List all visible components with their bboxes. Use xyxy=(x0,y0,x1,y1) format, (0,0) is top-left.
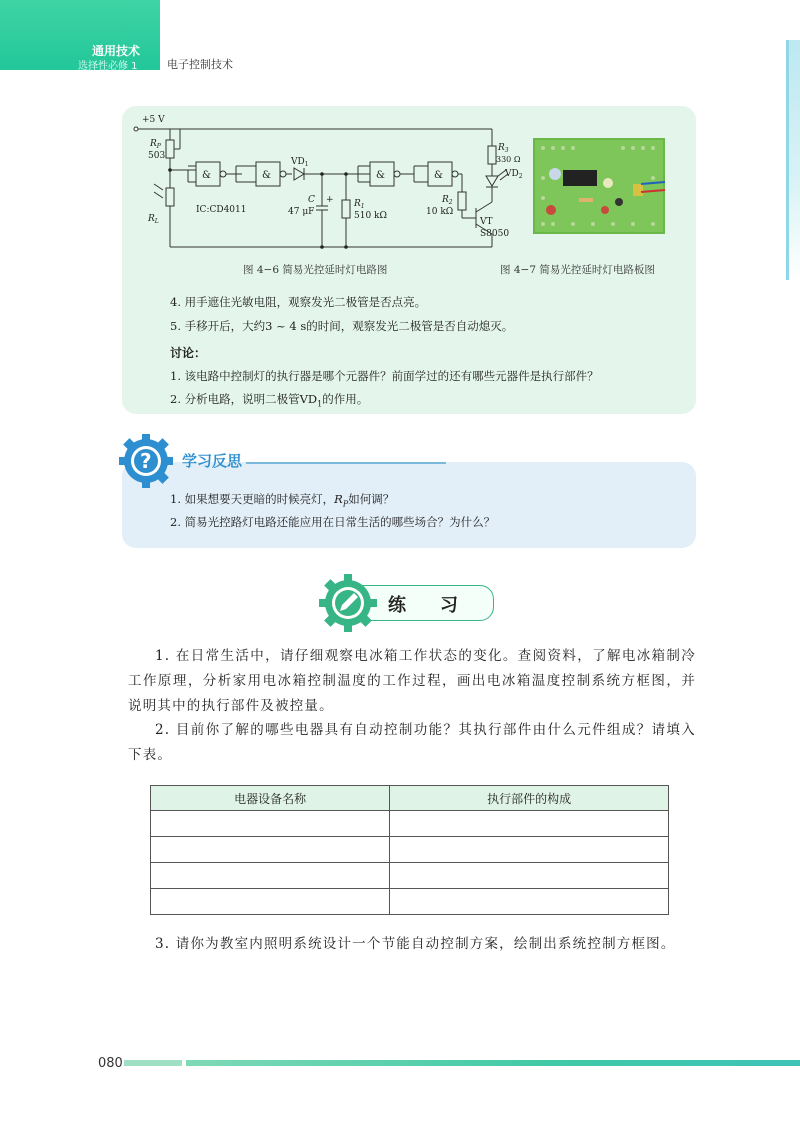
discussion-q2: 2. 分析电路，说明二极管$VD_1$的作用。 xyxy=(170,392,369,409)
reflection-q2: 2. 简易光控路灯电路还能应用在日常生活的哪些场合？为什么？ xyxy=(170,515,496,529)
table-cell[interactable] xyxy=(151,889,390,915)
r3-label: $R_3$ xyxy=(498,143,509,154)
gate3-symbol: & xyxy=(376,170,385,181)
figure-4-6-caption: 图 4−6 简易光控延时灯电路图 xyxy=(243,264,388,276)
table-cell[interactable] xyxy=(390,837,669,863)
r1-label: $R_1$ xyxy=(354,199,365,210)
vt-label: VT xyxy=(480,217,493,227)
exercise-3: 3. 请你为教室内照明系统设计一个节能自动控制方案，绘制出系统控制方框图。 xyxy=(155,936,676,952)
r2-value: 10 kΩ xyxy=(426,207,454,217)
discussion-title: 讨论： xyxy=(170,346,207,360)
page-number: 080 xyxy=(98,1056,123,1071)
table-header-appliance: 电器设备名称 xyxy=(151,786,390,811)
chapter-title: 电子控制技术 xyxy=(167,58,233,71)
pencil-gear-icon xyxy=(318,573,378,633)
r2-label: $R_2$ xyxy=(442,195,453,206)
practice-title: 练习 xyxy=(388,595,492,616)
table-row xyxy=(151,811,669,837)
discussion-q1: 1. 该电路中控制灯的执行器是哪个元器件？前面学过的还有哪些元器件是执行部件？ xyxy=(170,369,599,383)
gate1-symbol: & xyxy=(202,170,211,181)
exercise-1: 1. 在日常生活中，请仔细观察电冰箱工作状态的变化。查阅资料，了解电冰箱制冷工作原理，分析家用电冰箱控制温度的工作过程，画出电冰箱温度控制系统方框图，并说明其中的执行部件及被控量。 xyxy=(128,648,696,714)
exercise-2: 2. 目前你了解的哪些电器具有自动控制功能？其执行部件由什么元件组成？请填入下表。 xyxy=(128,722,696,763)
table-row xyxy=(151,863,669,889)
table-cell[interactable] xyxy=(390,863,669,889)
rl-label: $R_L$ xyxy=(148,214,159,225)
c-value: 47 μF xyxy=(288,207,315,217)
table-cell[interactable] xyxy=(390,889,669,915)
c-label: C xyxy=(308,195,315,205)
rp-label: $R_P$ xyxy=(150,139,161,150)
vt-value: S8050 xyxy=(480,229,510,239)
appliance-table xyxy=(150,785,669,915)
svg-text:?: ? xyxy=(140,449,152,473)
table-row xyxy=(151,837,669,863)
table-cell[interactable] xyxy=(151,811,390,837)
r3-value: 330 Ω xyxy=(496,155,521,164)
ic-label: IC:CD4011 xyxy=(196,205,247,215)
r1-value: 510 kΩ xyxy=(354,211,387,221)
table-cell[interactable] xyxy=(390,811,669,837)
step-5: 5. 手移开后，大约3 ~ 4 s的时间，观察发光二极管是否自动熄灭。 xyxy=(170,319,514,333)
table-header-row xyxy=(151,786,669,811)
gate4-symbol: & xyxy=(434,170,443,181)
supply-label: +5 V xyxy=(142,115,165,125)
table-row xyxy=(151,889,669,915)
circuit-board-photo xyxy=(533,138,665,234)
reflection-title: 学习反思 xyxy=(182,452,243,470)
vd1-label: $VD_1$ xyxy=(291,157,309,168)
table-cell[interactable] xyxy=(151,863,390,889)
reflection-divider xyxy=(246,462,446,464)
question-gear-icon xyxy=(118,433,174,489)
table-header-actuator: 执行部件的构成 xyxy=(390,786,669,811)
footer-bar-short xyxy=(124,1060,182,1066)
side-tab-decoration xyxy=(786,40,800,280)
table-cell[interactable] xyxy=(151,837,390,863)
gate2-symbol: & xyxy=(262,170,271,181)
reflection-q1: 1. 如果想要天更暗的时候亮灯，$R_P$如何调？ xyxy=(170,492,395,509)
svg-text:VD2: $VD_2$ xyxy=(505,169,523,180)
vd2-label xyxy=(505,166,529,182)
book-subtitle: 选择性必修 1 xyxy=(78,61,138,72)
rp-value: 503 xyxy=(148,151,166,161)
footer-bar-long xyxy=(186,1060,800,1066)
step-4: 4. 用手遮住光敏电阻，观察发光二极管是否点亮。 xyxy=(170,295,427,309)
figure-4-7-caption: 图 4−7 简易光控延时灯电路板图 xyxy=(500,264,655,276)
cap-plus: + xyxy=(326,195,334,205)
book-title: 通用技术 xyxy=(92,44,141,58)
